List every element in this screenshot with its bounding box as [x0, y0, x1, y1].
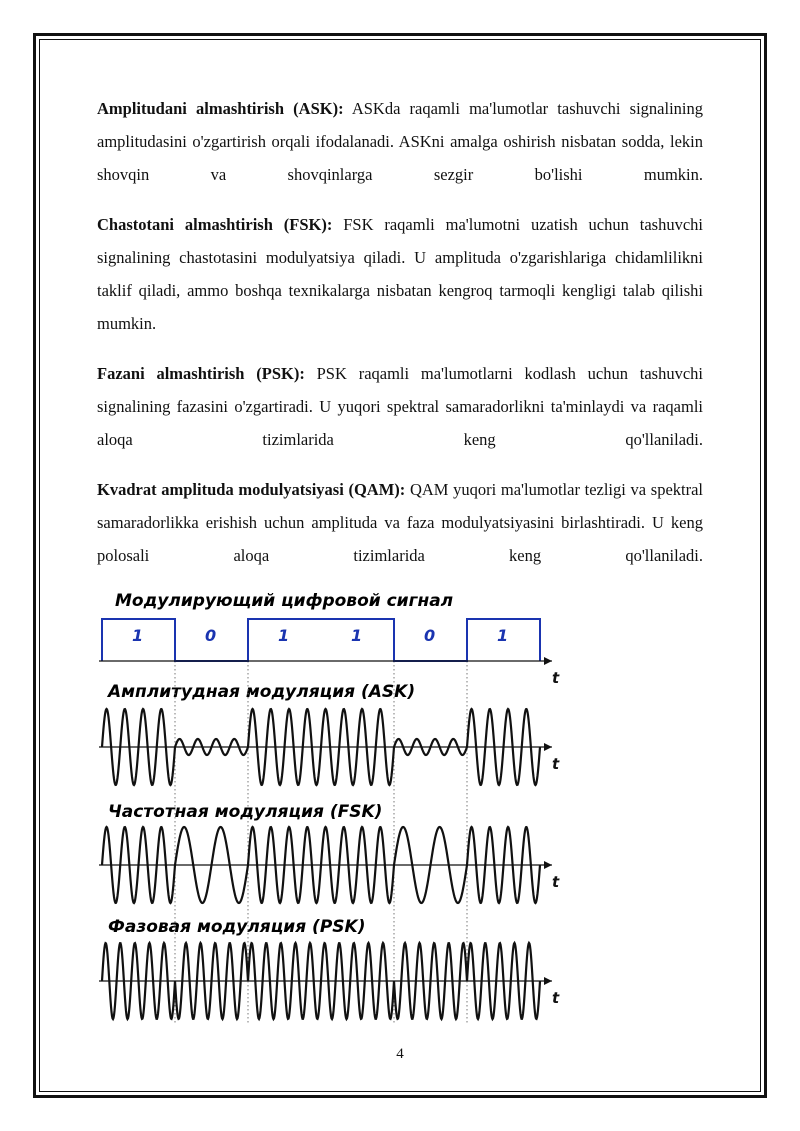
digital-axis-arrow	[544, 657, 552, 665]
modulation-diagram	[90, 585, 580, 1030]
heading-fsk: Chastotani almashtirish (FSK):	[97, 215, 333, 234]
modulation-figure	[90, 585, 580, 1030]
digital-signal-title: Модулирующий цифровой сигнал	[115, 591, 454, 611]
text-psk: PSK raqamli ma'lumotlarni kodlash uchun tashuvchi signalining fazasini o'zgartiradi. U yuqori spektral samaradorlikni ta'minlaydi va raqamli aloqa tizimlarida keng qo'llaniladi.	[97, 364, 704, 449]
fsk-axis-label: t	[552, 873, 560, 891]
text-fsk: FSK raqamli ma'lumotni uzatish uchun tashuvchi signalining chastotasini modulyatsiya qiladi. U amplituda o'zgarishlariga chidamlilikni taklif qiladi, ammo boshqa texnikalarga nisbatan kengroq tarmoqli kengligi talab qilishi mumkin.	[97, 215, 703, 333]
bit-label: 0	[424, 626, 436, 645]
ask-axis-arrow	[544, 743, 552, 751]
paragraph-fsk	[97, 208, 703, 340]
psk-axis-arrow	[544, 977, 552, 985]
document-body	[97, 92, 703, 589]
text-ask: ASKda raqamli ma'lumotlar tashuvchi signalining amplitudasini o'zgartirish orqali ifodalanadi. ASKni amalga oshirish nisbatan sodda, lekin shovqin va shovqinlarga sezgir bo'lishi mumkin.	[97, 99, 703, 184]
psk-waveform	[99, 943, 560, 1019]
ask-title: Амплитудная модуляция (ASK)	[108, 682, 416, 702]
bit-label: 0	[205, 626, 217, 645]
text-qam: QAM yuqori ma'lumotlar tezligi va spektral samaradorlikka erishish uchun amplituda va faza modulyatsiyasini birlashtiradi. U keng polosali aloqa tizimlarida keng qo'llaniladi.	[97, 480, 704, 565]
fsk-title: Частотная модуляция (FSK)	[108, 802, 383, 822]
psk-title: Фазовая модуляция (PSK)	[108, 917, 366, 937]
paragraph-qam	[97, 473, 703, 572]
paragraph-ask	[97, 92, 703, 191]
fsk-axis-arrow	[544, 861, 552, 869]
ask-waveform	[99, 709, 560, 785]
bit-label: 1	[497, 626, 509, 645]
heading-ask: Amplitudani almashtirish (ASK):	[97, 99, 344, 118]
bit-label: 1	[278, 626, 290, 645]
paragraph-psk	[97, 357, 703, 456]
bit-label: 1	[132, 626, 144, 645]
page-number: 4	[396, 1046, 404, 1062]
digital-axis-label: t	[552, 669, 560, 687]
heading-qam: Kvadrat amplituda modulyatsiyasi (QAM):	[97, 480, 406, 499]
digital-signal	[99, 619, 560, 687]
digital-signal-line	[102, 619, 540, 661]
fsk-waveform	[99, 827, 560, 903]
ask-axis-label: t	[552, 755, 560, 773]
heading-psk: Fazani almashtirish (PSK):	[97, 364, 305, 383]
psk-axis-label: t	[552, 989, 560, 1007]
bit-label: 1	[351, 626, 363, 645]
